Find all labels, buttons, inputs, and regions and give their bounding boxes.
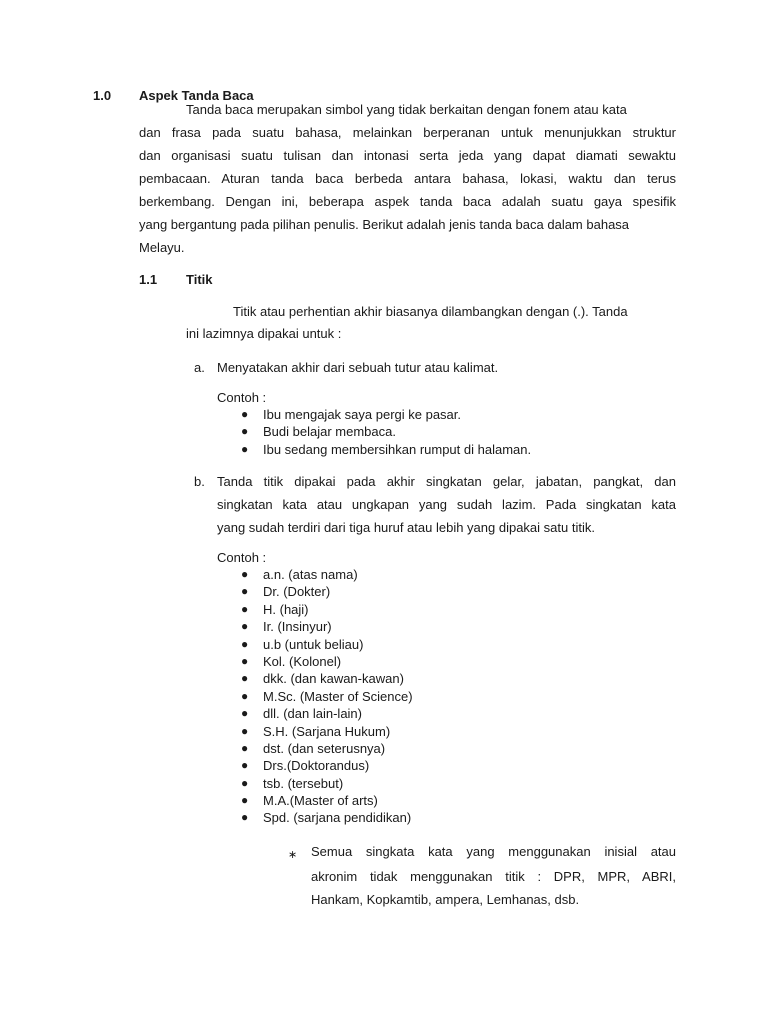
note-line: Semua singkata kata yang menggunakan inisial atau xyxy=(311,844,676,859)
subsection-title: Titik xyxy=(186,272,213,287)
note-line: Hankam, Kopkamtib, ampera, Lemhanas, dsb. xyxy=(311,892,580,907)
bullet-dot-icon: ● xyxy=(241,584,249,599)
example-label: Contoh : xyxy=(217,390,267,405)
list-item xyxy=(241,618,601,635)
bullet-dot-icon: ● xyxy=(241,810,249,825)
bullet-dot-icon: ● xyxy=(241,793,249,808)
list-item-text: M.A.(Master of arts) xyxy=(263,793,378,809)
list-item xyxy=(241,566,601,583)
bullet-dot-icon: ● xyxy=(241,706,249,721)
example-label: Contoh : xyxy=(217,550,267,565)
list-item-line: singkatan kata atau ungkapan yang sudah lazim. Pada singkatan kata xyxy=(217,497,676,512)
paragraph-line: yang bergantung pada pilihan penulis. Berikut adalah jenis tanda baca dalam bahasa xyxy=(139,217,630,232)
bullet-dot-icon: ● xyxy=(241,636,249,651)
list-item xyxy=(241,775,601,792)
list-item-text: Ibu sedang membersihkan rumput di halaman. xyxy=(263,441,532,457)
list-item-text: u.b (untuk beliau) xyxy=(263,636,364,652)
list-item-text: dst. (dan seterusnya) xyxy=(263,740,386,756)
list-item-line: Tanda titik dipakai pada akhir singkatan gelar, jabatan, pangkat, dan xyxy=(217,474,676,489)
list-item-text: a.n. (atas nama) xyxy=(263,567,358,582)
bullet-dot-icon: ● xyxy=(241,424,249,439)
list-item-text: dkk. (dan kawan-kawan) xyxy=(263,671,404,687)
list-marker: a. xyxy=(194,360,205,375)
subsection-number: 1.1 xyxy=(139,272,158,287)
list-item xyxy=(241,688,601,705)
bullet-dot-icon: ● xyxy=(241,601,249,616)
section-title: Aspek Tanda Baca xyxy=(139,88,254,103)
paragraph-line: Melayu. xyxy=(139,240,185,255)
example-list xyxy=(241,566,601,827)
paragraph-line: Tanda baca merupakan simbol yang tidak berkaitan dengan fonem atau kata xyxy=(186,102,627,117)
list-item xyxy=(241,583,601,600)
bullet-dot-icon: ● xyxy=(241,441,249,456)
paragraph-line: berkembang. Dengan ini, beberapa aspek tanda baca adalah suatu gaya spesifik xyxy=(139,194,676,209)
list-item-text: Budi belajar membaca. xyxy=(263,424,396,440)
note-line: akronim tidak menggunakan titik : DPR, MPR, ABRI, xyxy=(311,869,676,884)
intro-line: ini lazimnya dipakai untuk : xyxy=(186,326,342,341)
list-item-text: Spd. (sarjana pendidikan) xyxy=(263,810,412,826)
bullet-dot-icon: ● xyxy=(241,671,249,686)
example-list xyxy=(241,406,601,458)
list-item-text: Drs.(Doktorandus) xyxy=(263,758,370,774)
list-item-text: tsb. (tersebut) xyxy=(263,775,344,791)
bullet-dot-icon: ● xyxy=(241,407,249,421)
list-item xyxy=(241,792,601,809)
bullet-dot-icon: ● xyxy=(241,758,249,773)
list-item-text: dll. (dan lain-lain) xyxy=(263,706,362,722)
bullet-dot-icon: ● xyxy=(241,775,249,790)
list-item-text: S.H. (Sarjana Hukum) xyxy=(263,723,391,739)
list-item xyxy=(241,636,601,653)
list-marker: b. xyxy=(194,474,205,489)
bullet-dot-icon: ● xyxy=(241,688,249,703)
paragraph-line: pembacaan. Aturan tanda baca berbeda antara bahasa, lokasi, waktu dan terus xyxy=(139,171,676,186)
bullet-dot-icon: ● xyxy=(241,567,249,581)
intro-line: Titik atau perhentian akhir biasanya dilambangkan dengan (.). Tanda xyxy=(233,304,628,319)
list-item-text: M.Sc. (Master of Science) xyxy=(263,688,413,704)
section-number: 1.0 xyxy=(93,88,112,103)
asterisk-icon: ∗ xyxy=(288,849,298,861)
bullet-dot-icon: ● xyxy=(241,740,249,755)
list-item-text: Ir. (Insinyur) xyxy=(263,619,332,635)
list-item-text: Ibu mengajak saya pergi ke pasar. xyxy=(263,407,462,422)
list-item xyxy=(241,601,601,618)
paragraph-line: dan organisasi suatu tulisan dan intonasi serta jeda yang dapat diamati sewaktu xyxy=(139,148,676,163)
list-item xyxy=(241,406,601,423)
bullet-dot-icon: ● xyxy=(241,723,249,738)
list-item-text: H. (haji) xyxy=(263,601,309,617)
bullet-dot-icon: ● xyxy=(241,619,249,634)
list-item xyxy=(241,723,601,740)
list-item xyxy=(241,705,601,722)
list-item-text: Dr. (Dokter) xyxy=(263,584,331,600)
list-item xyxy=(241,441,601,458)
paragraph-line: dan frasa pada suatu bahasa, melainkan berperanan untuk menunjukkan struktur xyxy=(139,125,676,140)
list-item xyxy=(241,757,601,774)
list-item-text: Kol. (Kolonel) xyxy=(263,653,342,669)
list-item xyxy=(241,423,601,440)
bullet-dot-icon: ● xyxy=(241,653,249,668)
list-item xyxy=(241,653,601,670)
list-item-line: yang sudah terdiri dari tiga huruf atau lebih yang dipakai satu titik. xyxy=(217,520,595,535)
list-item xyxy=(241,670,601,687)
list-item-text: Menyatakan akhir dari sebuah tutur atau kalimat. xyxy=(217,360,499,375)
list-item xyxy=(241,740,601,757)
list-item xyxy=(241,809,601,826)
